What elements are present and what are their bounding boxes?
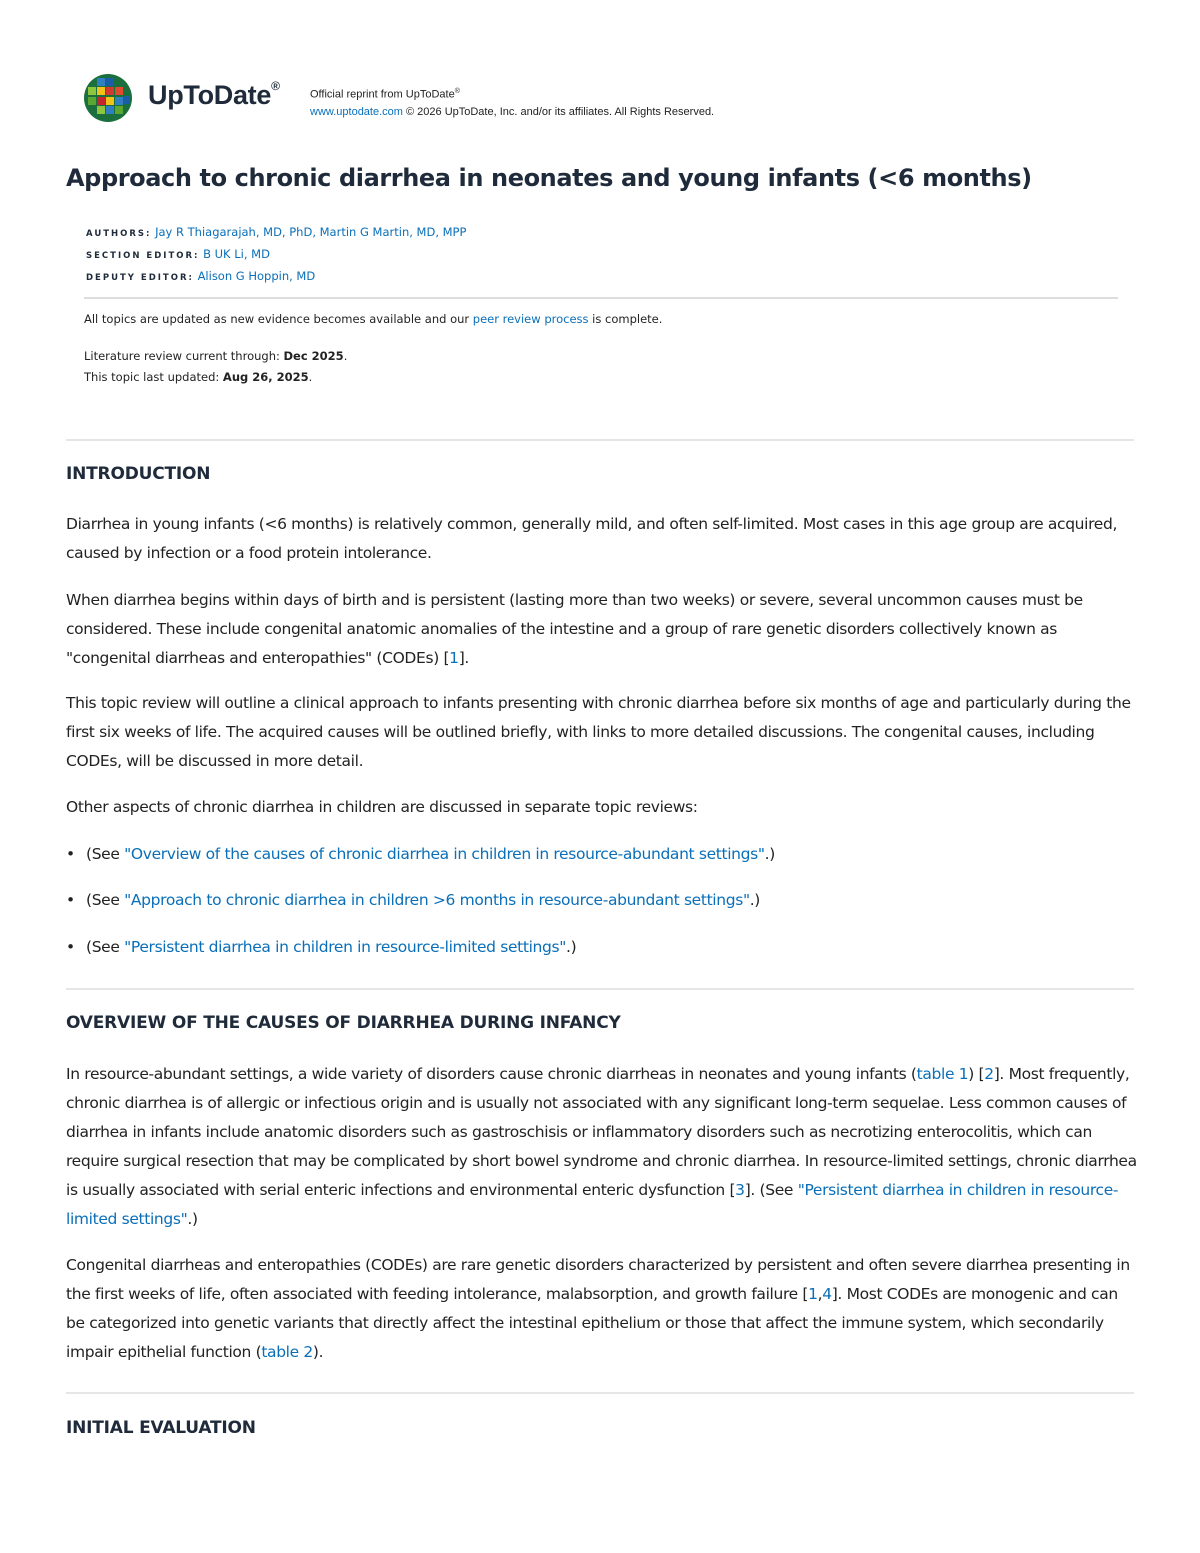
- uptodate-site-link[interactable]: www.uptodate.com: [310, 105, 403, 118]
- topic-link[interactable]: "Persistent diarrhea in children in resource-limited settings": [124, 938, 567, 956]
- authors-link[interactable]: Jay R Thiagarajah, MD, PhD, Martin G Martin, MD, MPP: [155, 225, 467, 239]
- uptodate-logo-icon[interactable]: [84, 74, 132, 122]
- reference-link[interactable]: 4: [822, 1285, 832, 1303]
- overview-heading: OVERVIEW OF THE CAUSES OF DIARRHEA DURING INFANCY: [66, 1013, 621, 1033]
- table-2-link[interactable]: table 2: [261, 1343, 313, 1361]
- intro-paragraph-3: This topic review will outline a clinical approach to infants presenting with chronic diarrhea before six months of age and particularly during the first six weeks of life. The acquired causes will be outlined briefly, with links to more detailed discussions. The congenital causes, including CODEs, will be discussed in more detail.: [66, 694, 1131, 770]
- section-editor-label: SECTION EDITOR:: [86, 251, 200, 261]
- overview-paragraph-2: Congenital diarrheas and enteropathies (CODEs) are rare genetic disorders characterized by persistent and often severe diarrhea presenting in the first weeks of life, often associated with feeding intolerance, malabsorption, and growth failure [1,4]. Most CODEs are monogenic and can be categorized into genetic variants that directly affect the intestinal epithelium or those that affect the immune system, which secondarily impair epithelial function (table 2).: [66, 1256, 1130, 1361]
- list-item: • (See "Persistent diarrhea in children in resource-limited settings".): [66, 938, 577, 956]
- section-divider: [66, 1392, 1134, 1394]
- section-divider: [66, 439, 1134, 441]
- meta-divider: [84, 297, 1118, 299]
- reference-link[interactable]: 3: [735, 1181, 745, 1199]
- page-title: Approach to chronic diarrhea in neonates and young infants (<6 months): [66, 164, 1032, 192]
- peer-review-link[interactable]: peer review process: [472, 312, 589, 326]
- intro-paragraph-1: Diarrhea in young infants (<6 months) is relatively common, generally mild, and often self-limited. Most cases in this age group are acquired, caused by infection or a food protein intolerance.: [66, 515, 1118, 562]
- review-dates: Literature review current through: Dec 2025. This topic last updated: Aug 26, 2025.: [84, 349, 348, 384]
- section-divider: [66, 988, 1134, 990]
- initial-evaluation-heading: INITIAL EVALUATION: [66, 1418, 256, 1438]
- deputy-editor-link[interactable]: Alison G Hoppin, MD: [197, 269, 316, 283]
- reference-link[interactable]: 2: [984, 1065, 994, 1083]
- section-editor-link[interactable]: B UK Li, MD: [203, 247, 270, 261]
- brand-name: UpToDate®: [148, 79, 280, 110]
- contributors: [86, 222, 466, 288]
- authors-label: AUTHORS:: [86, 229, 152, 239]
- update-note: All topics are updated as new evidence becomes available and our peer review process is complete.: [84, 312, 663, 326]
- deputy-editor-label: DEPUTY EDITOR:: [86, 273, 194, 283]
- topic-link[interactable]: "Overview of the causes of chronic diarrhea in children in resource-abundant settings": [124, 845, 765, 863]
- reference-link[interactable]: 1: [808, 1285, 818, 1303]
- topic-link[interactable]: "Approach to chronic diarrhea in children >6 months in resource-abundant settings": [124, 891, 750, 909]
- introduction-heading: INTRODUCTION: [66, 464, 211, 484]
- reprint-notice: Official reprint from UpToDate® www.uptodate.com © 2026 UpToDate, Inc. and/or its affiliates. All Rights Reserved.: [310, 88, 715, 118]
- intro-paragraph-2: When diarrhea begins within days of birth and is persistent (lasting more than two weeks) or severe, several uncommon causes must be considered. These include congenital anatomic anomalies of the intestine and a group of rare genetic disorders collectively known as "congenital diarrheas and enteropathies" (CODEs) [1].: [66, 591, 1083, 667]
- topic-link[interactable]: "Persistent diarrhea in children in resource-limited settings": [66, 1181, 1119, 1228]
- list-item: • (See "Overview of the causes of chronic diarrhea in children in resource-abundant settings".): [66, 845, 775, 863]
- reference-link[interactable]: 1: [449, 649, 459, 667]
- intro-paragraph-4: Other aspects of chronic diarrhea in children are discussed in separate topic reviews:: [66, 798, 698, 816]
- table-1-link[interactable]: table 1: [916, 1065, 969, 1083]
- overview-paragraph-1: In resource-abundant settings, a wide variety of disorders cause chronic diarrheas in neonates and young infants (table 1) [2]. Most frequently, chronic diarrhea is of allergic or infectious origin and is usually not associated with any significant long-term sequelae. Less common causes of diarrhea in infants include anatomic disorders such as gastroschisis or inflammatory disorders such as necrotizing enterocolitis, which can require surgical resection that may be complicated by short bowel syndrome and chronic diarrhea. In resource-limited settings, chronic diarrhea is usually associated with serial enteric infections and environmental enteric dysfunction [3]. (See "Persistent diarrhea in children in resource-limited settings".): [66, 1065, 1137, 1228]
- list-item: • (See "Approach to chronic diarrhea in children >6 months in resource-abundant settings".): [66, 891, 761, 909]
